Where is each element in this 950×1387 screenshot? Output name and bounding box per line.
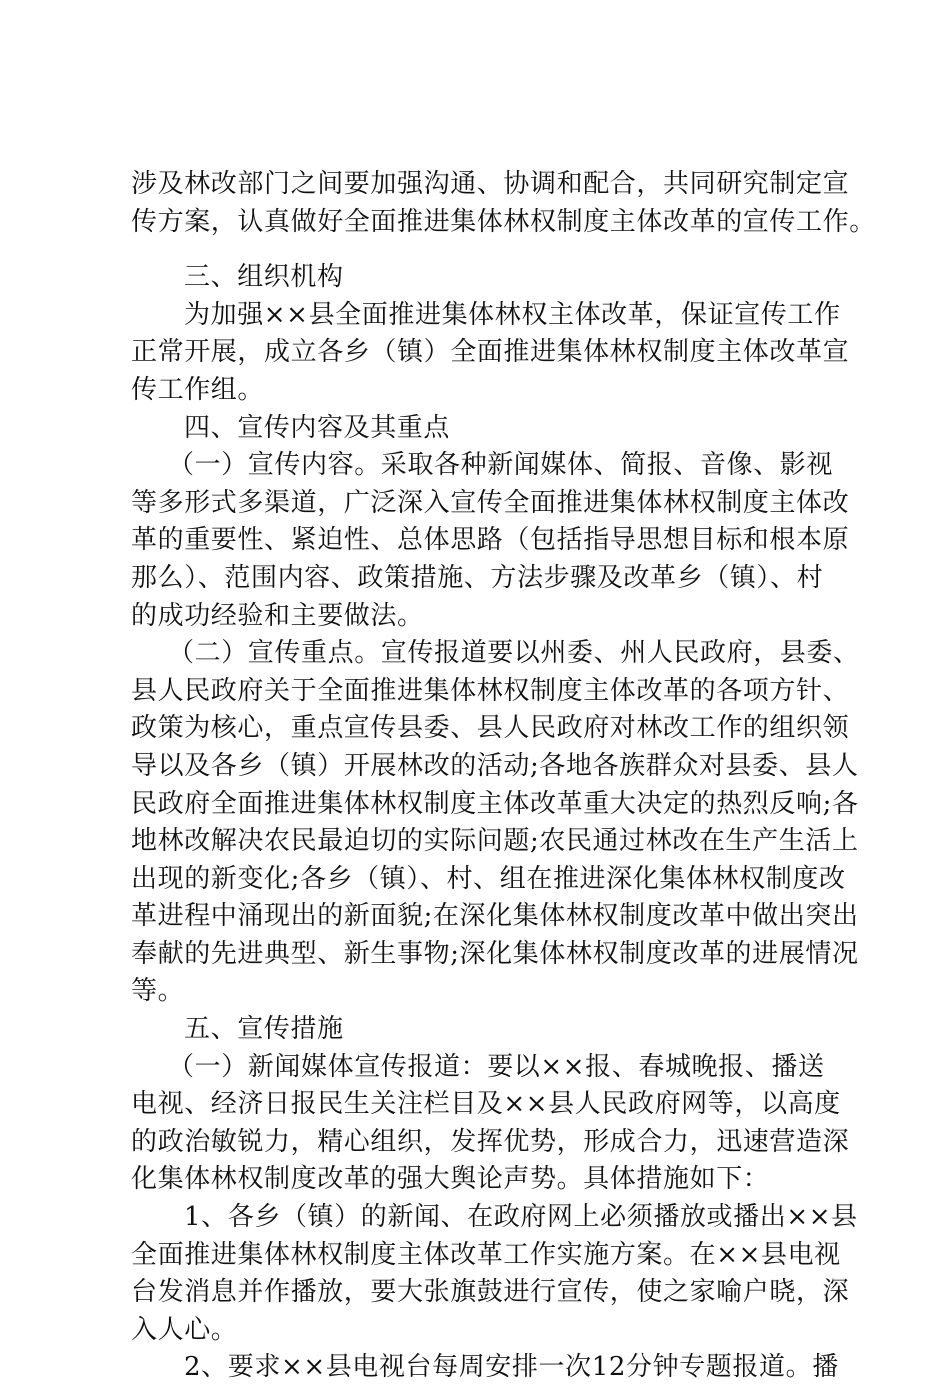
text-line: 为加强××县全面推进集体林权主体改革，保证宣传工作 <box>184 299 841 330</box>
text-line: 台发消息并作播放，要大张旗鼓进行宣传，使之家喻户晓，深 <box>131 1277 850 1308</box>
text-line: 地林改解决农民最迫切的实际问题;农民通过林改在生产生活上 <box>131 826 859 857</box>
text-line: 革进程中涌现出的新面貌;在深化集体林权制度改革中做出突出 <box>131 901 859 932</box>
text-line: 出现的新变化;各乡（镇）、村、组在推进深化集体林权制度改 <box>131 863 846 894</box>
text-line: 涉及林改部门之间要加强沟通、协调和配合，共同研究制定宣 <box>131 169 850 199</box>
section-heading: 三、组织机构 <box>184 262 344 293</box>
text-line: 的政治敏锐力，精心组织，发挥优势，形成合力，迅速营造深 <box>131 1126 850 1157</box>
section-heading: 五、宣传措施 <box>184 1014 344 1045</box>
text-line: 正常开展，成立各乡（镇）全面推进集体林权制度主体改革宣 <box>131 337 850 368</box>
text-line: 化集体林权制度改革的强大舆论声势。具体措施如下： <box>131 1164 770 1195</box>
text-line: 奉献的先进典型、新生事物;深化集体林权制度改革的进展情况 <box>131 938 859 969</box>
text-line: 县人民政府关于全面推进集体林权制度主体改革的各项方针、 <box>131 675 850 706</box>
text-line: 民政府全面推进集体林权制度主体改革重大决定的热烈反响;各 <box>131 788 859 819</box>
text-line: （一）宣传内容。采取各种新闻媒体、简报、音像、影视 <box>168 450 834 481</box>
section-heading: 四、宣传内容及其重点 <box>184 412 451 443</box>
text-line: 传方案，认真做好全面推进集体林权制度主体改革的宣传工作。 <box>131 206 876 237</box>
text-line: 入人心。 <box>131 1314 238 1345</box>
text-line: 导以及各乡（镇）开展林改的活动;各地各族群众对县委、县人 <box>131 750 859 781</box>
text-line: 2、要求××县电视台每周安排一次12分钟专题报道。播 <box>184 1352 839 1383</box>
text-line: 全面推进集体林权制度主体改革工作实施方案。在××县电视 <box>131 1239 841 1270</box>
text-line: 革的重要性、紧迫性、总体思路（包括指导思想目标和根本原 <box>131 525 850 556</box>
text-line: 的成功经验和主要做法。 <box>131 600 424 631</box>
text-line: 电视、经济日报民生关注栏目及××县人民政府网等，以高度 <box>131 1089 841 1120</box>
text-line: 那么）、范围内容、政策措施、方法步骤及改革乡（镇）、村 <box>131 562 824 593</box>
text-line: 等。 <box>131 976 185 1007</box>
text-line: （二）宣传重点。宣传报道要以州委、州人民政府，县委、 <box>168 638 860 669</box>
document-body <box>131 166 876 1387</box>
text-line: （一）新闻媒体宣传报道：要以××报、春城晚报、播送 <box>168 1051 825 1082</box>
text-line: 等多形式多渠道，广泛深入宣传全面推进集体林权制度主体改 <box>131 487 850 518</box>
text-line: 传工作组。 <box>131 374 265 405</box>
text-line: 政策为核心，重点宣传县委、县人民政府对林改工作的组织领 <box>131 713 850 744</box>
paragraph-gap <box>131 241 831 259</box>
text-line: 1、各乡（镇）的新闻、在政府网上必须播放或播出××县 <box>184 1202 858 1233</box>
